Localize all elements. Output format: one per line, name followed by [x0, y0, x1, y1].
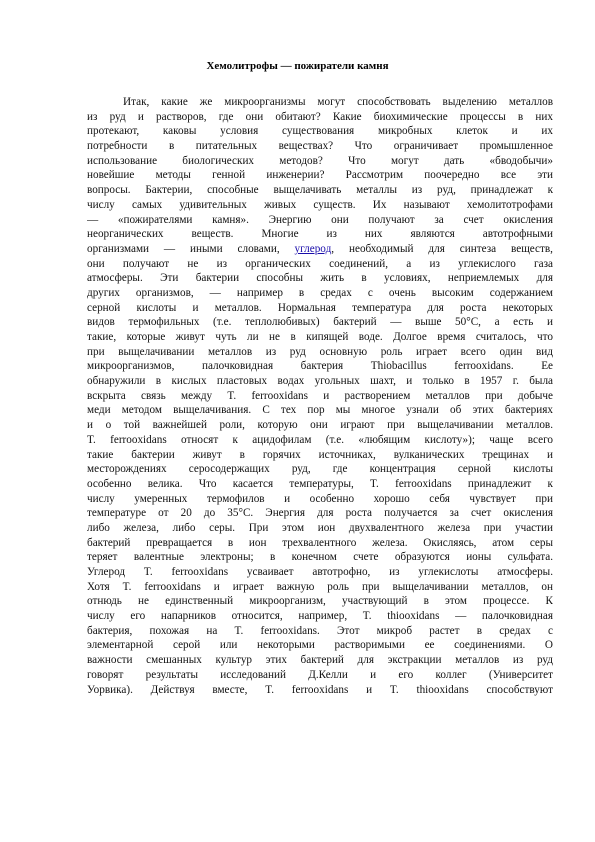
- text-fragment: организмами — иными словами,: [87, 242, 295, 255]
- text-line: такие бактерии живут в горячих источниках, вулканических трещинах и: [87, 448, 553, 461]
- document-title: Хемолитрофы — пожиратели камня: [206, 60, 389, 72]
- text-line: T. ferrooxidans относят к ацидофилам (т.е. «любящим кислоту»); чаще всего: [87, 433, 553, 446]
- text-line: протекают, каковы условия существования микробных клеток и их: [87, 125, 553, 138]
- text-line: обнаружили в кислых пластовых водах угольных шахт, и только в 1957 г. была: [87, 375, 553, 388]
- text-line: при выщелачивании металлов из руд основную роль играет всего один вид: [87, 345, 553, 358]
- text-line: использование биологических методов? Что могут дать «бводобычи»: [87, 154, 553, 167]
- text-line: элементарной серой или некоторыми растворимыми ее соединениями. О: [87, 639, 553, 652]
- carbon-link[interactable]: углерод: [294, 242, 332, 255]
- text-line: месторождениях серосодержащих руд, где концентрация серной кислоты: [87, 463, 553, 476]
- text-line: и о той важнейшей роли, которую они играют при выщелачивании металлов.: [87, 419, 553, 432]
- text-line: потребности в питательных веществах? Что ограничивает промышленное: [87, 140, 553, 153]
- text-line: такие, которые живут чуть ли не в кипящей воде. Долгое время считалось, что: [87, 331, 553, 343]
- text-line: числу умеренных термофилов и особенно хорошо себя чувствует при: [87, 492, 553, 505]
- text-line: числу его напарников относится, например, T. thiooxidans — палочковидная: [87, 610, 553, 623]
- text-line: температуре от 20 до 35°С. Энергия для роста получается за счет окисления: [87, 507, 553, 520]
- text-line: неорганических веществ. Многие из них являются автотрофными: [87, 228, 553, 241]
- text-line: теряет валентные электроны; в конечном счете образуются ионы сульфата.: [87, 551, 553, 564]
- text-line: бактерий превращается в ион трехвалентного железа. Окисляясь, атом серы: [87, 536, 553, 549]
- text-line: вопросы. Бактерии, способные выщелачивать металлы из руд, принадлежат к: [87, 184, 553, 197]
- text-line: Хотя T. ferrooxidans и играет важную роль при выщелачивании металлов, он: [87, 580, 553, 593]
- text-line: Итак, какие же микроорганизмы могут способствовать выделению металлов: [123, 96, 553, 108]
- text-line: микроорганизмов, палочковидная бактерия Thiobacillus ferrooxidans. Ее: [87, 360, 553, 373]
- text-line: меди методом выщелачивания. С тех пор мы многое узнали об этих бактериях: [87, 404, 553, 417]
- text-line: других организмов, — например в средах с очень высоким содержанием: [87, 286, 553, 299]
- text-line: бактерия, похожая на T. ferrooxidans. Этот микроб растет в средах с: [87, 624, 553, 637]
- text-line: либо железа, либо серы. При этом ион двухвалентного железа при участии: [87, 521, 553, 534]
- text-line: серной кислоты и металлов. Нормальная температура для роста некоторых: [87, 301, 553, 314]
- document-body: [87, 95, 553, 697]
- text-line: — «пожирателями камня». Энергию они получают за счет окисления: [87, 213, 553, 226]
- text-line: новейшие методы генной инженерии? Рассмотрим поочередно все эти: [87, 169, 553, 182]
- text-line: Уорвика). Действуя вместе, T. ferrooxidans и T. thiooxidans способствуют: [87, 683, 553, 696]
- text-line: Углерод T. ferrooxidans усваивает автотрофно, из углекислоты атмосферы.: [87, 566, 553, 578]
- text-line: видов термофильных (т.е. теплолюбивых) бактерий — выше 50°С, а есть и: [87, 316, 553, 329]
- text-line: говорят результаты исследований Д.Келли и его коллег (Университет: [87, 668, 553, 681]
- text-line: из руд и растворов, где они обитают? Какие биохимические процессы в них: [87, 110, 553, 123]
- text-line: отнюдь не единственный микроорганизм, участвующий в этом процессе. К: [87, 595, 553, 608]
- text-line: они получают не из органических соединений, а из углекислого газа: [87, 257, 553, 270]
- text-line: вскрыта связь между T. ferrooxidans и растворением металлов при добыче: [87, 389, 553, 402]
- text-line: важности смешанных культур этих бактерий для экстракции металлов из руд: [87, 654, 553, 667]
- text-fragment: , необходимый для синтеза веществ,: [331, 242, 553, 255]
- text-line: [87, 242, 553, 257]
- text-line: особенно велика. Что касается температуры, T. ferrooxidans принадлежит к: [87, 477, 553, 490]
- text-line: числу самых удивительных живых существ. Их называют хемолитотрофами: [87, 198, 553, 211]
- text-line: атмосферы. Эти бактерии способны жить в условиях, неприемлемых для: [87, 272, 553, 285]
